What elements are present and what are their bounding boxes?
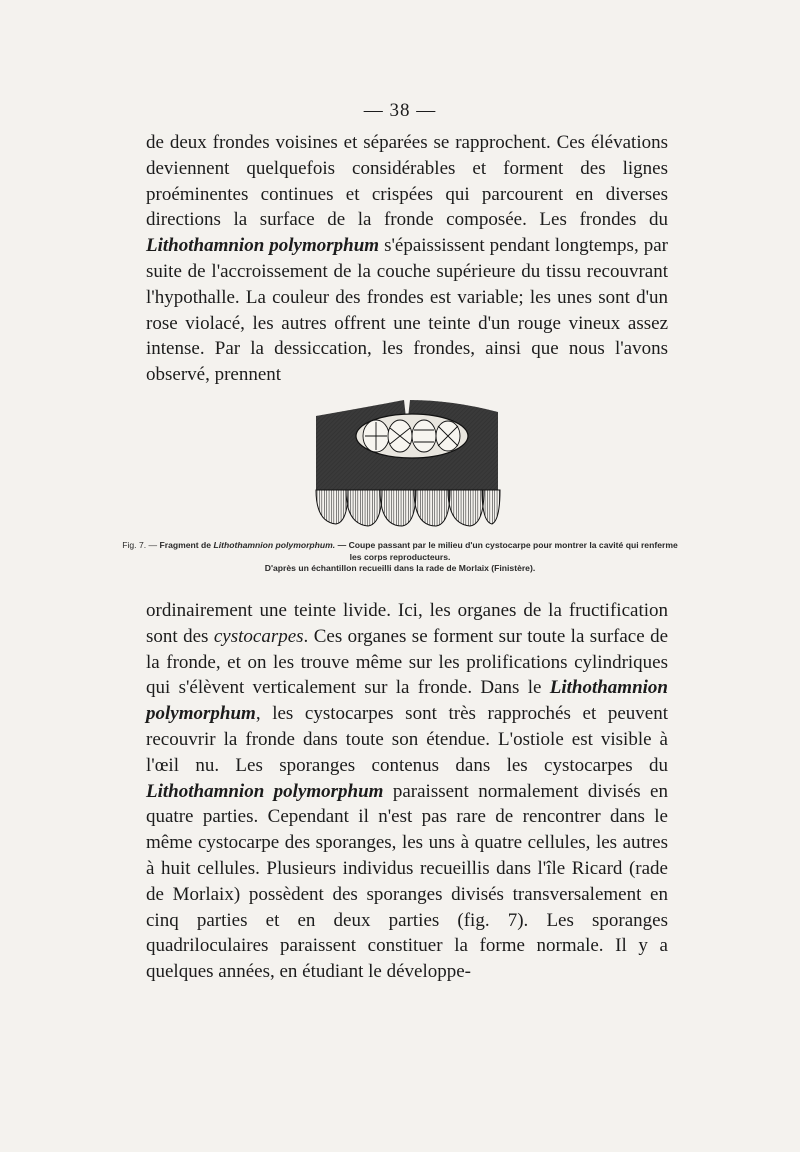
caption-species: Lithothamnion polymorphum. [213, 540, 336, 550]
caption-source: D'après un échantillon recueilli dans la rade de Morlaix (Finistère). [264, 563, 536, 573]
figure-7-illustration [312, 378, 502, 528]
text-run: s'épaississent pendant longtemps, par suite de l'accroissement de la couche supérieure du tissu recouvrant l'hypothalle. La couleur des frondes est variable; les unes sont d'un rose violacé, les autres offrent une teinte d'un rouge vineux assez intense. Par la dessiccation, les frondes, ainsi que nous l'avons observé, prennent [146, 235, 668, 386]
species-name: Lithothamnion polymorphum [146, 235, 380, 257]
text-run: , les cystocarpes sont très rapprochés et peuvent recouvrir la fronde dans toute son étendue. L'ostiole est visible à l'œil nu. Les sporanges contenus dans les cystocarpes du [146, 703, 668, 776]
body-paragraph-2 [146, 598, 668, 985]
text-run: . Ces organes se forment sur toute la surface de la fronde, et on les trouve même sur les prolifications cylindriques qui s'élèvent verticalement sur la fronde. Dans le [146, 625, 669, 699]
text-run: de deux frondes voisines et séparées se rapprochent. Ces élévations deviennent quelquefois considérables et forment des lignes proéminentes continues et crispées qui parcourent en diverses directions la surface de la fronde composée. Les frondes du [146, 132, 668, 231]
term-cystocarpes: cystocarpes [213, 625, 304, 647]
caption-text: — Coupe passant par le milieu d'un cystocarpe pour montrer la cavité qui renferme les corps reproducteurs. [335, 540, 678, 562]
species-name: Lithothamnion polymorphum [146, 677, 668, 725]
figure-caption [120, 540, 680, 575]
text-run: ordinairement une teinte livide. Ici, les organes de la fructification sont des [146, 600, 668, 647]
text-run: paraissent normalement divisés en quatre parties. Cependant il n'est pas rare de rencontrer dans le même cystocarpe des sporanges, les uns à quatre cellules, les autres à huit cellules. Plusieurs individus recueillis dans l'île Ricard (rade de Morlaix) possèdent des sporanges divisés transversalement en cinq parties et en deux parties (fig. 7). Les sporanges quadriloculaires paraissent constituer la forme normale. Il y a quelques années, en étudiant le développe- [146, 780, 668, 983]
figure-label: Fig. 7. — [122, 540, 158, 550]
species-name: Lithothamnion polymorphum [146, 780, 384, 802]
page-number: — 38 — [363, 100, 437, 121]
caption-text: Fragment de [157, 540, 214, 550]
body-paragraph-1 [146, 130, 668, 388]
hypothalle [316, 490, 500, 526]
